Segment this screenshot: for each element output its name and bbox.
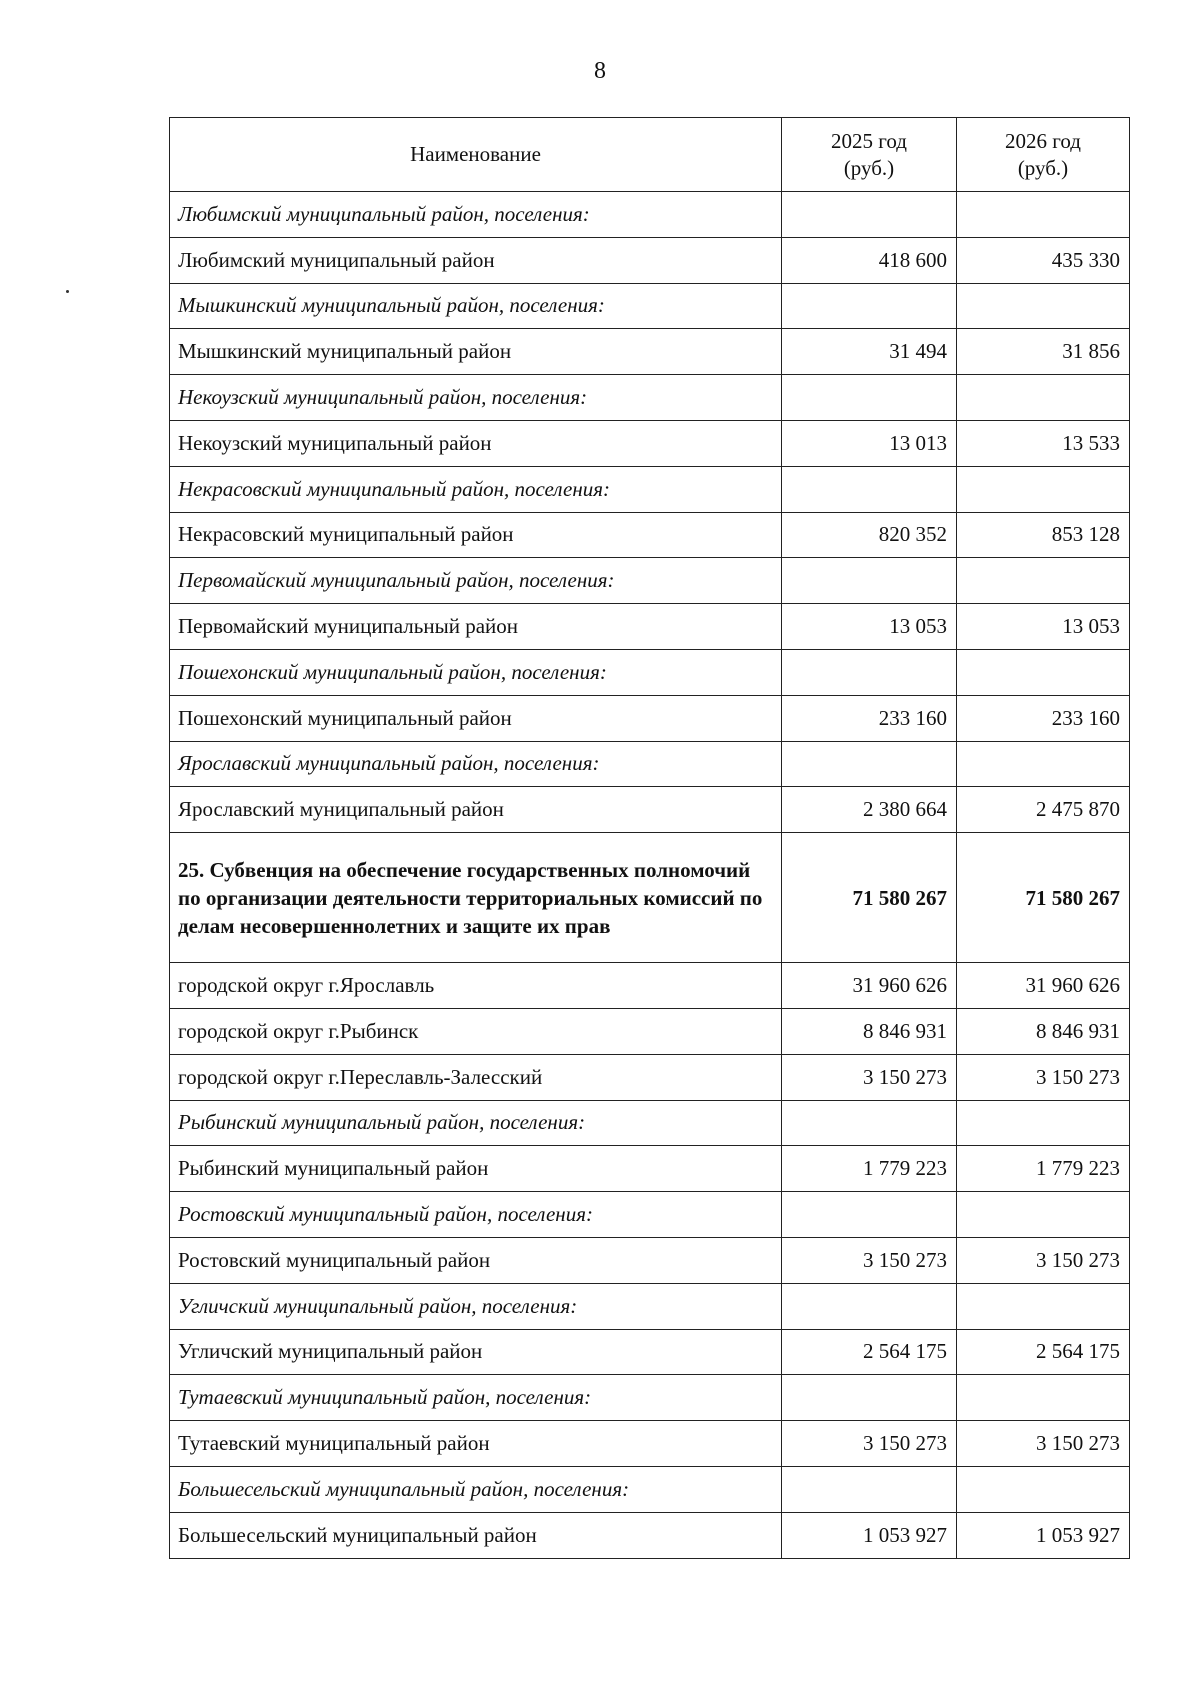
value-2025: 2 564 175 (782, 1329, 957, 1375)
value-2025: 1 053 927 (782, 1512, 957, 1558)
subheading-row (170, 741, 1130, 787)
table-row (170, 1237, 1130, 1283)
row-name: Любимский муниципальный район (170, 237, 782, 283)
value-2025 (782, 558, 957, 604)
table-row (170, 695, 1130, 741)
value-2025: 71 580 267 (782, 833, 957, 963)
row-name: городской округ г.Ярославль (170, 963, 782, 1009)
row-name: Ярославский муниципальный район (170, 787, 782, 833)
subheading-row (170, 1192, 1130, 1238)
subheading-row (170, 283, 1130, 329)
table-row (170, 1054, 1130, 1100)
row-name: Некрасовский муниципальный район, поселения: (170, 466, 782, 512)
subheading-row (170, 1283, 1130, 1329)
table-header (170, 118, 1130, 192)
value-2026 (957, 1100, 1130, 1146)
value-2025 (782, 1100, 957, 1146)
value-2025 (782, 1283, 957, 1329)
scan-speck (66, 290, 69, 293)
value-2025 (782, 283, 957, 329)
row-name: Рыбинский муниципальный район (170, 1146, 782, 1192)
row-name: Большесельский муниципальный район, поселения: (170, 1466, 782, 1512)
value-2026 (957, 1466, 1130, 1512)
header-2025 (782, 118, 957, 192)
value-2026: 2 475 870 (957, 787, 1130, 833)
value-2025: 418 600 (782, 237, 957, 283)
row-name: Пошехонский муниципальный район (170, 695, 782, 741)
table-row (170, 420, 1130, 466)
value-2026: 13 053 (957, 604, 1130, 650)
row-name: Большесельский муниципальный район (170, 1512, 782, 1558)
row-name: Первомайский муниципальный район, поселения: (170, 558, 782, 604)
value-2026 (957, 741, 1130, 787)
value-2026: 2 564 175 (957, 1329, 1130, 1375)
value-2026 (957, 375, 1130, 421)
header-2026-year: 2026 год (1005, 128, 1081, 153)
value-2026: 233 160 (957, 695, 1130, 741)
table-row (170, 329, 1130, 375)
value-2025: 13 053 (782, 604, 957, 650)
value-2026: 1 779 223 (957, 1146, 1130, 1192)
value-2025: 31 494 (782, 329, 957, 375)
subheading-row (170, 1375, 1130, 1421)
subheading-row (170, 1466, 1130, 1512)
value-2025 (782, 649, 957, 695)
section-row (170, 833, 1130, 963)
header-2025-unit: (руб.) (843, 155, 895, 180)
value-2026 (957, 1192, 1130, 1238)
table-row (170, 1421, 1130, 1467)
header-name: Наименование (170, 118, 782, 192)
row-name: Тутаевский муниципальный район, поселения: (170, 1375, 782, 1421)
row-name: Угличский муниципальный район (170, 1329, 782, 1375)
value-2025: 233 160 (782, 695, 957, 741)
value-2025 (782, 1466, 957, 1512)
row-name: Ростовский муниципальный район (170, 1237, 782, 1283)
subheading-row (170, 649, 1130, 695)
page-number: 8 (594, 58, 606, 84)
value-2025 (782, 1375, 957, 1421)
header-2025-year: 2025 год (831, 128, 907, 153)
row-name: Ростовский муниципальный район, поселения: (170, 1192, 782, 1238)
table-body (170, 192, 1130, 1559)
value-2025: 3 150 273 (782, 1237, 957, 1283)
value-2025: 820 352 (782, 512, 957, 558)
header-2026-unit: (руб.) (1017, 155, 1069, 180)
value-2025: 13 013 (782, 420, 957, 466)
row-name: Некоузский муниципальный район (170, 420, 782, 466)
table-row (170, 963, 1130, 1009)
value-2026 (957, 649, 1130, 695)
row-name: городской округ г.Рыбинск (170, 1008, 782, 1054)
value-2026 (957, 466, 1130, 512)
value-2026: 13 533 (957, 420, 1130, 466)
row-name: Некрасовский муниципальный район (170, 512, 782, 558)
table-row (170, 604, 1130, 650)
table-row (170, 1329, 1130, 1375)
value-2025: 1 779 223 (782, 1146, 957, 1192)
row-name: Пошехонский муниципальный район, поселения: (170, 649, 782, 695)
row-name: Некоузский муниципальный район, поселения: (170, 375, 782, 421)
value-2025: 8 846 931 (782, 1008, 957, 1054)
subheading-row (170, 558, 1130, 604)
table-row (170, 512, 1130, 558)
table-row (170, 237, 1130, 283)
subheading-row (170, 1100, 1130, 1146)
value-2026 (957, 1375, 1130, 1421)
row-name: 25. Субвенция на обеспечение государственных полномочий по организации деятельности территориальных комиссий по делам несовершеннолетних и защите их прав (170, 833, 782, 963)
value-2025: 31 960 626 (782, 963, 957, 1009)
row-name: городской округ г.Переславль-Залесский (170, 1054, 782, 1100)
row-name: Тутаевский муниципальный район (170, 1421, 782, 1467)
value-2025: 2 380 664 (782, 787, 957, 833)
value-2026 (957, 283, 1130, 329)
row-name: Первомайский муниципальный район (170, 604, 782, 650)
value-2026: 1 053 927 (957, 1512, 1130, 1558)
table-row (170, 1146, 1130, 1192)
value-2026: 435 330 (957, 237, 1130, 283)
value-2026: 3 150 273 (957, 1421, 1130, 1467)
row-name: Любимский муниципальный район, поселения: (170, 192, 782, 238)
value-2026: 31 960 626 (957, 963, 1130, 1009)
value-2025 (782, 1192, 957, 1238)
subheading-row (170, 375, 1130, 421)
value-2026: 71 580 267 (957, 833, 1130, 963)
value-2026 (957, 1283, 1130, 1329)
value-2026: 853 128 (957, 512, 1130, 558)
value-2026: 3 150 273 (957, 1054, 1130, 1100)
value-2025 (782, 192, 957, 238)
row-name: Мышкинский муниципальный район, поселения: (170, 283, 782, 329)
header-2026 (957, 118, 1130, 192)
subheading-row (170, 192, 1130, 238)
value-2025 (782, 466, 957, 512)
value-2025: 3 150 273 (782, 1054, 957, 1100)
value-2026 (957, 192, 1130, 238)
value-2025 (782, 375, 957, 421)
value-2026: 8 846 931 (957, 1008, 1130, 1054)
row-name: Рыбинский муниципальный район, поселения: (170, 1100, 782, 1146)
value-2026: 31 856 (957, 329, 1130, 375)
table-row (170, 1008, 1130, 1054)
value-2026 (957, 558, 1130, 604)
budget-table (169, 117, 1130, 1559)
value-2026: 3 150 273 (957, 1237, 1130, 1283)
table-row (170, 1512, 1130, 1558)
table-row (170, 787, 1130, 833)
row-name: Мышкинский муниципальный район (170, 329, 782, 375)
subheading-row (170, 466, 1130, 512)
value-2025: 3 150 273 (782, 1421, 957, 1467)
value-2025 (782, 741, 957, 787)
row-name: Ярославский муниципальный район, поселения: (170, 741, 782, 787)
row-name: Угличский муниципальный район, поселения: (170, 1283, 782, 1329)
